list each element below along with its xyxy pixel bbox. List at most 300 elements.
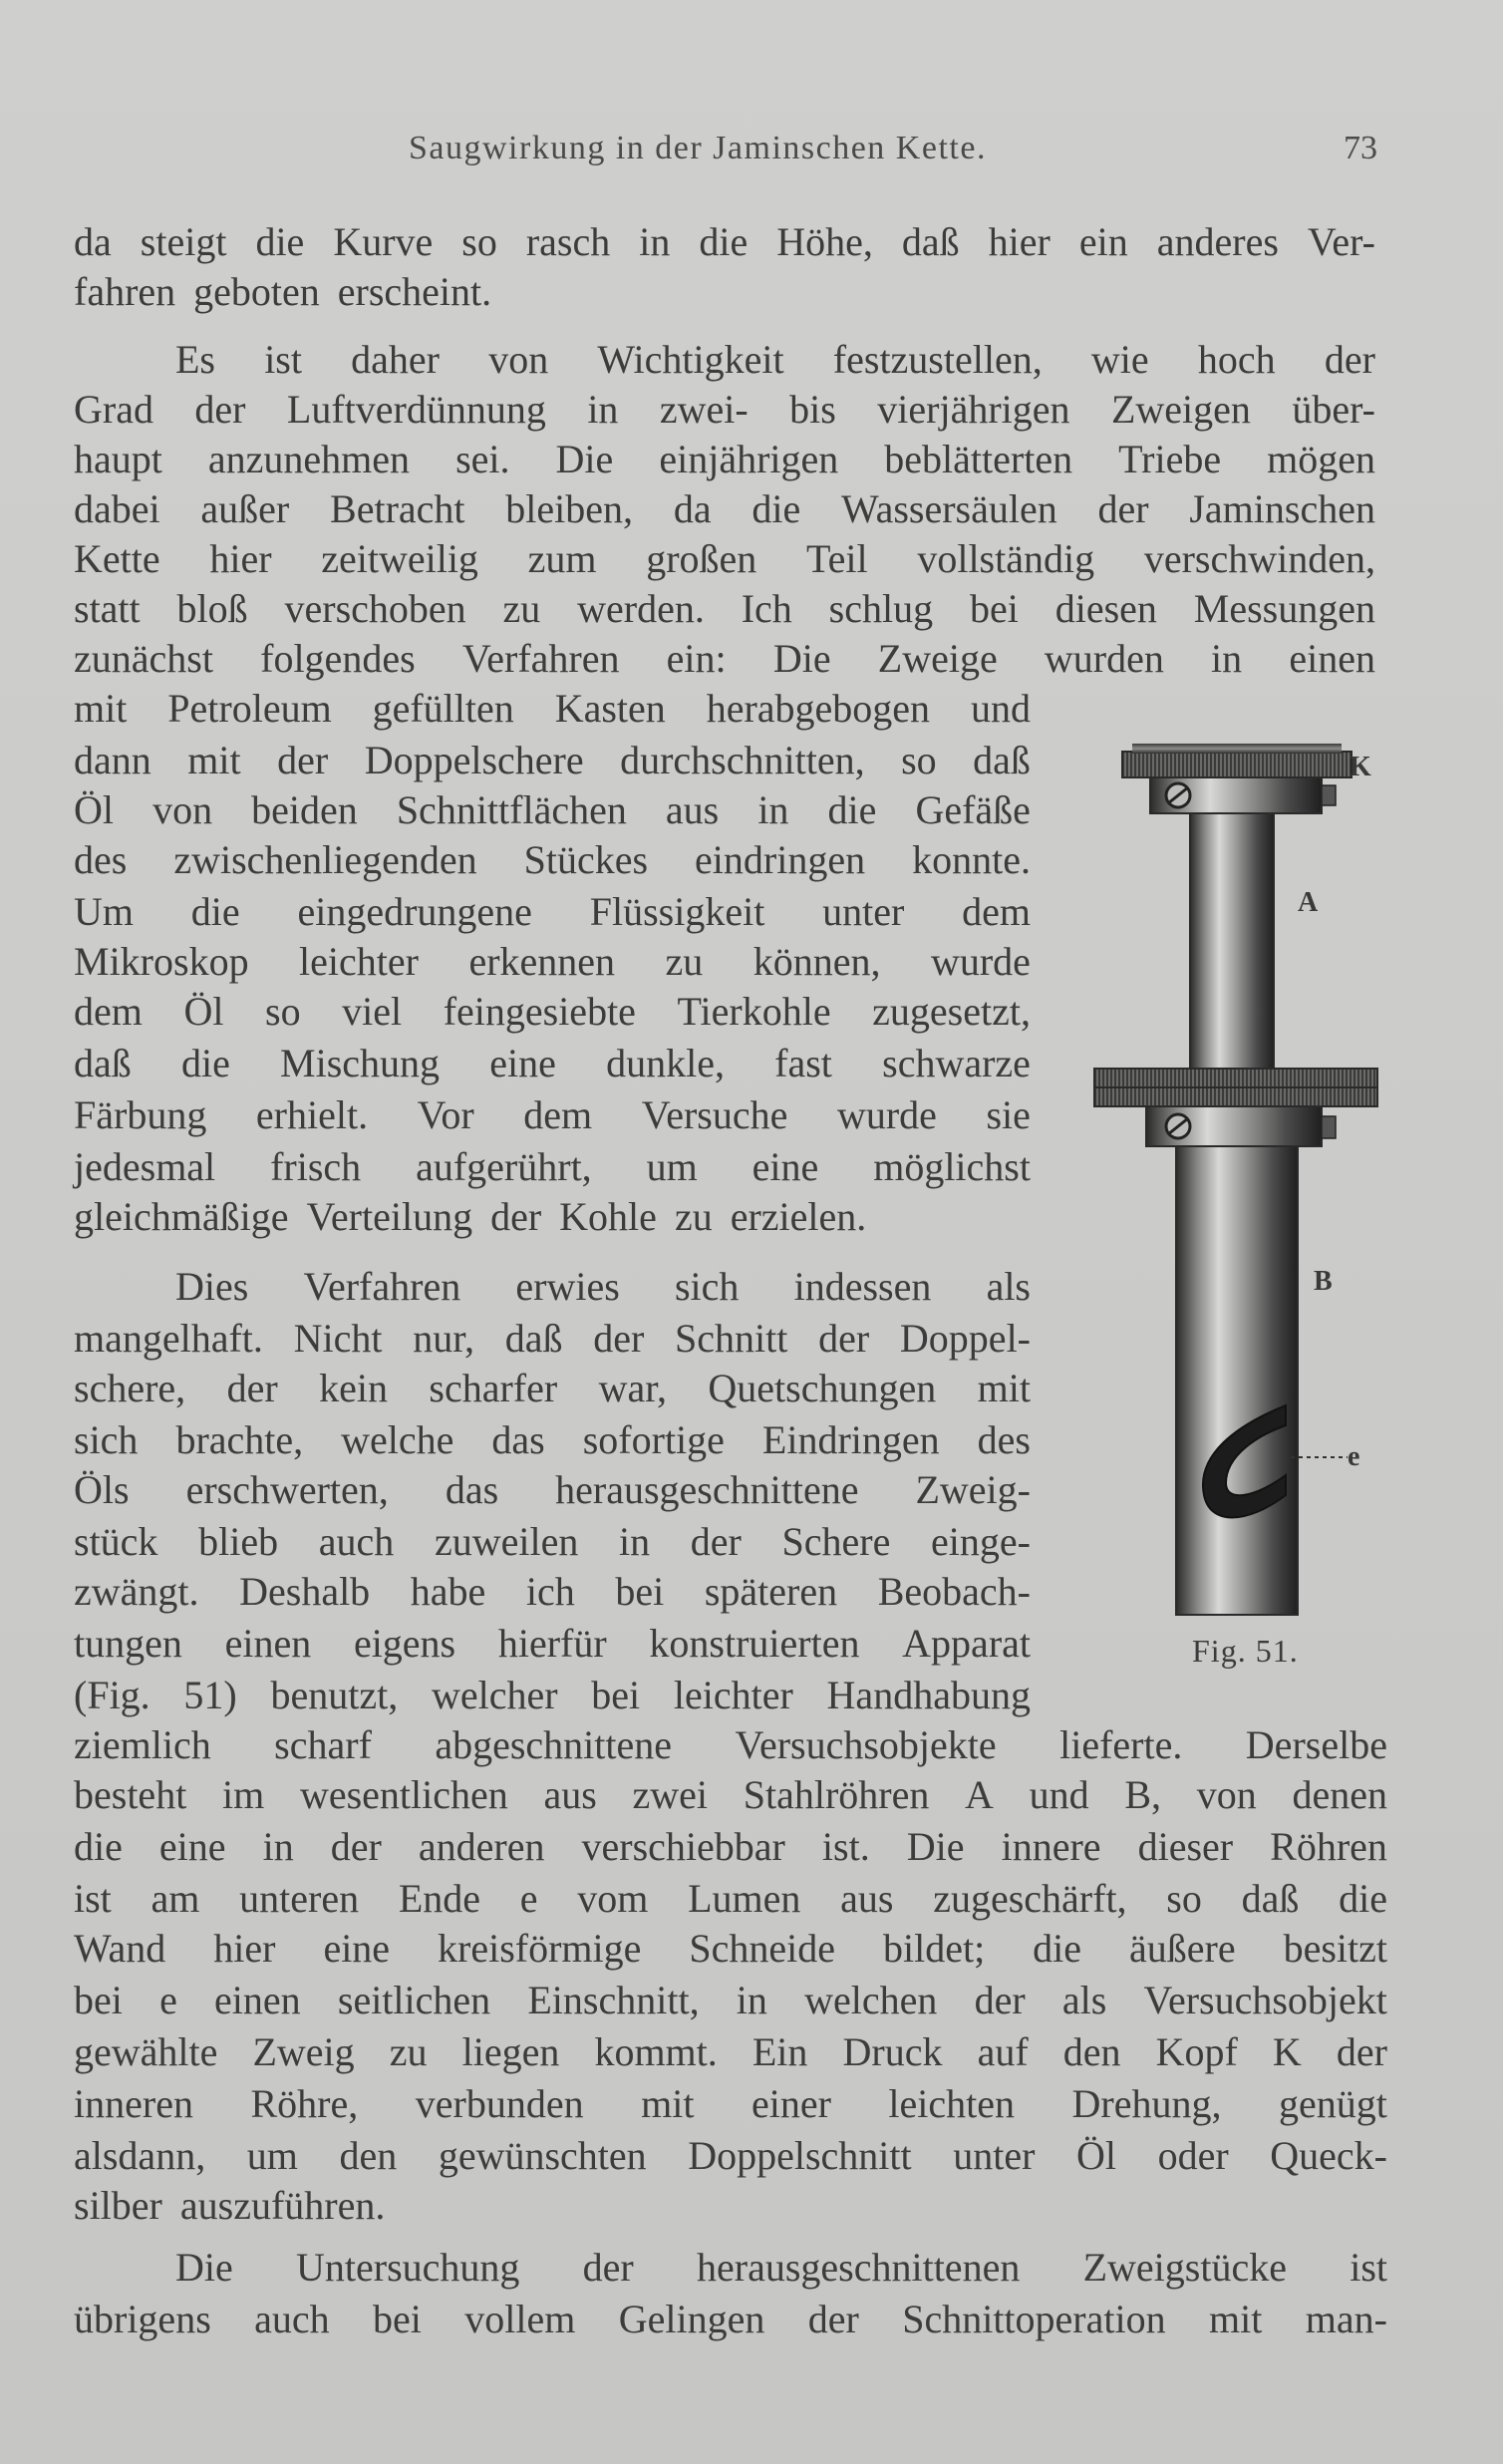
word: daß [74, 1041, 132, 1085]
word: Lumen [688, 1876, 801, 1921]
word: festzustellen, [832, 337, 1043, 382]
word: Queck- [1270, 2133, 1387, 2178]
word: gefüllten [372, 686, 514, 731]
word: scharfer [429, 1366, 558, 1410]
label-e: e [1348, 1441, 1360, 1472]
word: einge- [931, 1519, 1031, 1564]
word: verschoben [284, 586, 466, 631]
word: im [222, 1772, 265, 1817]
word: welchen [804, 1978, 938, 2022]
word: Mischung [280, 1041, 441, 1085]
word: Einschnitt, [527, 1978, 700, 2022]
word: wurden [1044, 636, 1164, 681]
word: eingedrungene [297, 889, 532, 934]
word: das [491, 1417, 545, 1462]
word: Flüssigkeit [589, 889, 765, 934]
word: mit [641, 2081, 695, 2126]
word: in [1211, 636, 1243, 681]
text-line [74, 1314, 1031, 1364]
word: Nicht [293, 1316, 383, 1361]
word: der [226, 1366, 278, 1410]
word: hoch [1197, 337, 1276, 382]
word: der [194, 387, 246, 432]
word: anderes [1156, 219, 1279, 264]
word: abgeschnittene [435, 1722, 673, 1767]
word: mögen [1267, 437, 1375, 481]
word: hier [209, 536, 272, 581]
text-line [74, 1465, 1031, 1515]
word: Schnitt [675, 1316, 788, 1361]
word: in [262, 1824, 294, 1869]
word: zwischenliegenden [173, 837, 477, 882]
word: Ein [752, 2029, 808, 2074]
text-line [74, 2181, 449, 2231]
text-line [74, 1039, 1031, 1088]
word: Öls [74, 1467, 130, 1512]
word: gewünschten [438, 2133, 647, 2178]
text-line [74, 937, 1031, 987]
word: in [639, 219, 671, 264]
word: werden. [577, 586, 705, 631]
word: dieser [1137, 1824, 1234, 1869]
word: erscheint. [337, 269, 492, 314]
text-line [74, 1619, 1031, 1669]
word: zwei- [659, 387, 749, 432]
word: silber [74, 2183, 162, 2228]
word: besteht [74, 1772, 187, 1817]
word: dem [74, 989, 143, 1034]
word: schere, [74, 1366, 186, 1410]
word: Es [175, 337, 215, 382]
word: zugeschärft, [933, 1876, 1127, 1921]
word: von [152, 787, 213, 832]
word: Kurve [333, 219, 434, 264]
word: der [690, 1519, 742, 1564]
word: bei [373, 2297, 422, 2341]
word: Ver- [1307, 219, 1375, 264]
word: eine [752, 1144, 819, 1189]
word: mit [977, 1366, 1031, 1410]
word: Betracht [330, 486, 465, 531]
word: Um [74, 889, 134, 934]
label-b: B [1314, 1266, 1333, 1297]
word: verbunden [415, 2081, 584, 2126]
word: Handhabung [826, 1673, 1031, 1717]
word: über- [1292, 387, 1375, 432]
word: von [1196, 1772, 1257, 1817]
word: kommt. [594, 2029, 718, 2074]
word: liegen [461, 2029, 560, 2074]
word: konnte. [912, 837, 1031, 882]
word: Zweigstücke [1082, 2245, 1287, 2290]
text-line [74, 1720, 1387, 1770]
word: Stahlröhren [743, 1772, 930, 1817]
word: e [159, 1978, 177, 2022]
word: als [986, 1264, 1031, 1309]
word: indessen [793, 1264, 932, 1309]
word: von [488, 337, 549, 382]
word: am [150, 1876, 200, 1921]
word: dabei [74, 486, 160, 531]
word: welche [341, 1417, 454, 1462]
word: bildet; [882, 1926, 986, 1971]
word: Röhre, [250, 2081, 359, 2126]
text-line [74, 634, 1375, 684]
word: Quetschungen [708, 1366, 937, 1410]
text-line [74, 534, 1375, 584]
text-line [74, 217, 1375, 267]
word: des [977, 1417, 1031, 1462]
word: bei [74, 1978, 123, 2022]
label-k: K [1350, 752, 1371, 782]
word: einer [751, 2081, 831, 2126]
word: zunächst [74, 636, 213, 681]
word: hierfür [497, 1621, 607, 1666]
text-line [175, 335, 1375, 385]
word: da [74, 219, 112, 264]
word: wurde [836, 1092, 937, 1137]
word: war, [598, 1366, 667, 1410]
word: ist [74, 1876, 112, 1921]
word: in [736, 1978, 767, 2022]
word: ist [264, 337, 302, 382]
word: Wand [74, 1926, 166, 1971]
word: Zweigen [1110, 387, 1251, 432]
word: Öl [1075, 2133, 1116, 2178]
word: schlug [828, 586, 934, 631]
word: die [74, 1824, 123, 1869]
word: sie [986, 1092, 1031, 1137]
page-header [0, 130, 1503, 173]
word: Öl [183, 989, 224, 1034]
word: Höhe, [776, 219, 873, 264]
steel-tube-apparatus-illustration [1086, 738, 1385, 1635]
word: auszuführen. [179, 2183, 386, 2228]
word: Deshalb [239, 1569, 371, 1614]
word: die [180, 1041, 230, 1085]
word: zu [665, 939, 704, 984]
word: Versuchsobjekt [1143, 1978, 1387, 2022]
word: Öl [74, 787, 114, 832]
word: rasch [525, 219, 611, 264]
word: Doppel- [899, 1316, 1031, 1361]
word: dunkle, [606, 1041, 725, 1085]
word: Apparat [902, 1621, 1031, 1666]
word: beiden [251, 787, 358, 832]
word: sei. [455, 437, 510, 481]
word: können, [752, 939, 881, 984]
word: in [619, 1519, 651, 1564]
word: genügt [1279, 2081, 1387, 2126]
word: durchschnitten, [620, 738, 865, 782]
word: der [330, 1824, 382, 1869]
word: Versuchsobjekte [735, 1722, 997, 1767]
word: Stückes [523, 837, 649, 882]
text-line [74, 1192, 1031, 1242]
word: äußere [1129, 1926, 1236, 1971]
word: einen [1289, 636, 1375, 681]
word: der [1336, 2029, 1387, 2074]
word: bleiben, [505, 486, 634, 531]
word: hier [988, 219, 1051, 264]
word: eine [489, 1041, 556, 1085]
text-line [175, 1262, 1031, 1312]
word: den [339, 2133, 398, 2178]
word: denen [1292, 1772, 1387, 1817]
text-line [74, 484, 1375, 534]
word: eigens [353, 1621, 456, 1666]
word: bei [591, 1673, 641, 1717]
word: lieferte. [1059, 1722, 1183, 1767]
text-line [74, 684, 1031, 734]
word: feingesiebte [443, 989, 636, 1034]
word: blieb [198, 1519, 279, 1564]
word: statt [74, 586, 141, 631]
word: Zweig [252, 2029, 355, 2074]
word: aus [543, 1772, 597, 1817]
word: dann [74, 738, 151, 782]
word: mangelhaft. [74, 1316, 263, 1361]
word: eine [323, 1926, 391, 1971]
word: unteren [239, 1876, 360, 1921]
text-line [74, 1415, 1031, 1465]
text-line [74, 1364, 1031, 1413]
text-line [74, 887, 1031, 937]
text-line [74, 1976, 1387, 2025]
text-line [175, 2243, 1387, 2293]
text-line [74, 1671, 1031, 1720]
word: Luftverdünnung [286, 387, 546, 432]
word: sich [74, 1417, 139, 1462]
word: daß [901, 219, 960, 264]
text-line [74, 736, 1031, 785]
word: der [974, 1978, 1026, 2022]
word: Untersuchung [296, 2245, 520, 2290]
word: auch [318, 1519, 395, 1564]
word: Kohle [559, 1194, 657, 1239]
text-line [74, 435, 1375, 484]
word: Triebe [1118, 437, 1222, 481]
word: sofortige [582, 1417, 725, 1462]
word: in [587, 387, 619, 432]
word: herabgebogen [706, 686, 931, 731]
word: als [1061, 1978, 1107, 2022]
word: erzielen. [730, 1194, 867, 1239]
word: folgendes [260, 636, 416, 681]
word: der [490, 1194, 542, 1239]
word: sich [674, 1264, 740, 1309]
word: der [1324, 337, 1375, 382]
word: die [1339, 1876, 1387, 1921]
word: kein [319, 1366, 388, 1410]
word: Schneide [689, 1926, 835, 1971]
word: der [807, 2297, 859, 2341]
figure-caption: Fig. 51. [1192, 1633, 1299, 1669]
word: erschwerten, [185, 1467, 389, 1512]
word: hier [213, 1926, 276, 1971]
word: und [1029, 1772, 1089, 1817]
text-line [74, 987, 1031, 1037]
word: aufgerührt, [416, 1144, 592, 1189]
word: vierjährigen [877, 387, 1070, 432]
word: Gelingen [618, 2297, 765, 2341]
word: um [646, 1144, 698, 1189]
word: alsdann, [74, 2133, 206, 2178]
word: zu [502, 586, 541, 631]
word: der [593, 1316, 645, 1361]
text-line [74, 267, 608, 317]
word: um [246, 2133, 298, 2178]
word: mit [74, 686, 128, 731]
word: zugesetzt, [872, 989, 1031, 1034]
word: so [1166, 1876, 1202, 1921]
word: eindringen [695, 837, 866, 882]
word: die [255, 219, 305, 264]
word: Zweig- [915, 1467, 1031, 1512]
word: Grad [74, 387, 153, 432]
running-head: Saugwirkung in der Jaminschen Kette. [409, 130, 987, 166]
word: erwies [515, 1264, 620, 1309]
word: einen [214, 1978, 301, 2022]
text-line [74, 2295, 1387, 2344]
word: Verfahren [303, 1264, 461, 1309]
word: ein [1078, 219, 1128, 264]
word: zu [389, 2029, 428, 2074]
text-line [74, 1924, 1387, 1974]
word: Färbung [74, 1092, 207, 1137]
word: zum [527, 536, 597, 581]
word: haupt [74, 437, 162, 481]
word: einen [224, 1621, 312, 1666]
word: Mikroskop [74, 939, 249, 984]
word: des [74, 837, 128, 882]
word: geboten [193, 269, 320, 314]
word: dem [523, 1092, 593, 1137]
word: brachte, [175, 1417, 304, 1462]
word: B, [1124, 1772, 1162, 1817]
word: Derselbe [1245, 1722, 1387, 1767]
text-line [74, 1770, 1387, 1820]
word: besitzt [1283, 1926, 1387, 1971]
word: scharf [274, 1722, 372, 1767]
word: späteren [704, 1569, 838, 1614]
word: der [582, 2245, 634, 2290]
word: verschiebbar [581, 1824, 785, 1869]
word: Eindringen [761, 1417, 940, 1462]
word: Kette [74, 536, 160, 581]
word: Schnittflächen [396, 787, 627, 832]
word: ist [1350, 2245, 1387, 2290]
word: den [1062, 2029, 1121, 2074]
word: die [190, 889, 240, 934]
word: bei [615, 1569, 665, 1614]
word: verschwinden, [1143, 536, 1375, 581]
word: zeitweilig [321, 536, 478, 581]
word: man- [1305, 2297, 1387, 2341]
word: Versuche [641, 1092, 788, 1137]
word: viel [342, 989, 403, 1034]
word: tungen [74, 1621, 182, 1666]
figure-51-apparatus [1086, 738, 1385, 1694]
text-line [74, 2027, 1387, 2077]
word: unter [822, 889, 905, 934]
word: schwarze [882, 1041, 1031, 1085]
word: der [1097, 486, 1149, 531]
word: gewählte [74, 2029, 218, 2074]
word: bei [969, 586, 1019, 631]
word: übrigens [74, 2297, 211, 2341]
word: anzunehmen [207, 437, 411, 481]
word: Die [906, 1824, 965, 1869]
word: herausgeschnittene [555, 1467, 859, 1512]
word: Druck [842, 2029, 943, 2074]
word: Ende [398, 1876, 481, 1921]
word: frisch [270, 1144, 362, 1189]
word: Doppelschnitt [688, 2133, 912, 2178]
word: Dies [175, 1264, 249, 1309]
text-line [74, 835, 1031, 885]
word: dem [962, 889, 1031, 934]
word: Kasten [554, 686, 666, 731]
word: Drehung, [1071, 2081, 1222, 2126]
word: aus [665, 787, 720, 832]
word: Verteilung [306, 1194, 473, 1239]
word: Jaminschen [1189, 486, 1375, 531]
word: Die [555, 437, 614, 481]
word: so [461, 219, 497, 264]
word: Petroleum [167, 686, 332, 731]
word: vollem [464, 2297, 576, 2341]
word: (Fig. [74, 1673, 150, 1717]
word: Tierkohle [677, 989, 831, 1034]
word: A [965, 1772, 994, 1817]
word: e [519, 1876, 538, 1921]
word: oder [1157, 2133, 1229, 2178]
text-line [74, 385, 1375, 435]
word: K [1272, 2029, 1302, 2074]
word: zwängt. [74, 1569, 199, 1614]
text-line [74, 785, 1031, 835]
word: die [827, 787, 877, 832]
word: erhielt. [255, 1092, 369, 1137]
word: fast [774, 1041, 832, 1085]
word: Schnittoperation [902, 2297, 1166, 2341]
word: mit [1208, 2297, 1263, 2341]
word: der [277, 738, 329, 782]
word: Verfahren [461, 636, 620, 681]
word: aus [840, 1876, 894, 1921]
word: stück [74, 1519, 158, 1564]
word: Beobach- [877, 1569, 1031, 1614]
word: der [818, 1316, 870, 1361]
word: jedesmal [74, 1144, 216, 1189]
text-line [74, 584, 1375, 634]
text-line [74, 1567, 1031, 1617]
word: Gefäße [915, 787, 1031, 832]
word: Doppelschere [364, 738, 584, 782]
word: wesentlichen [299, 1772, 508, 1817]
word: erkennen [468, 939, 616, 984]
word: herausgeschnittenen [697, 2245, 1021, 2290]
word: welcher [431, 1673, 558, 1717]
word: seitlichen [337, 1978, 491, 2022]
word: daß [1241, 1876, 1300, 1921]
word: gleichmäßige [74, 1194, 289, 1239]
word: daher [351, 337, 440, 382]
word: leichter [673, 1673, 793, 1717]
word: außer [200, 486, 290, 531]
word: Ich [741, 586, 792, 631]
